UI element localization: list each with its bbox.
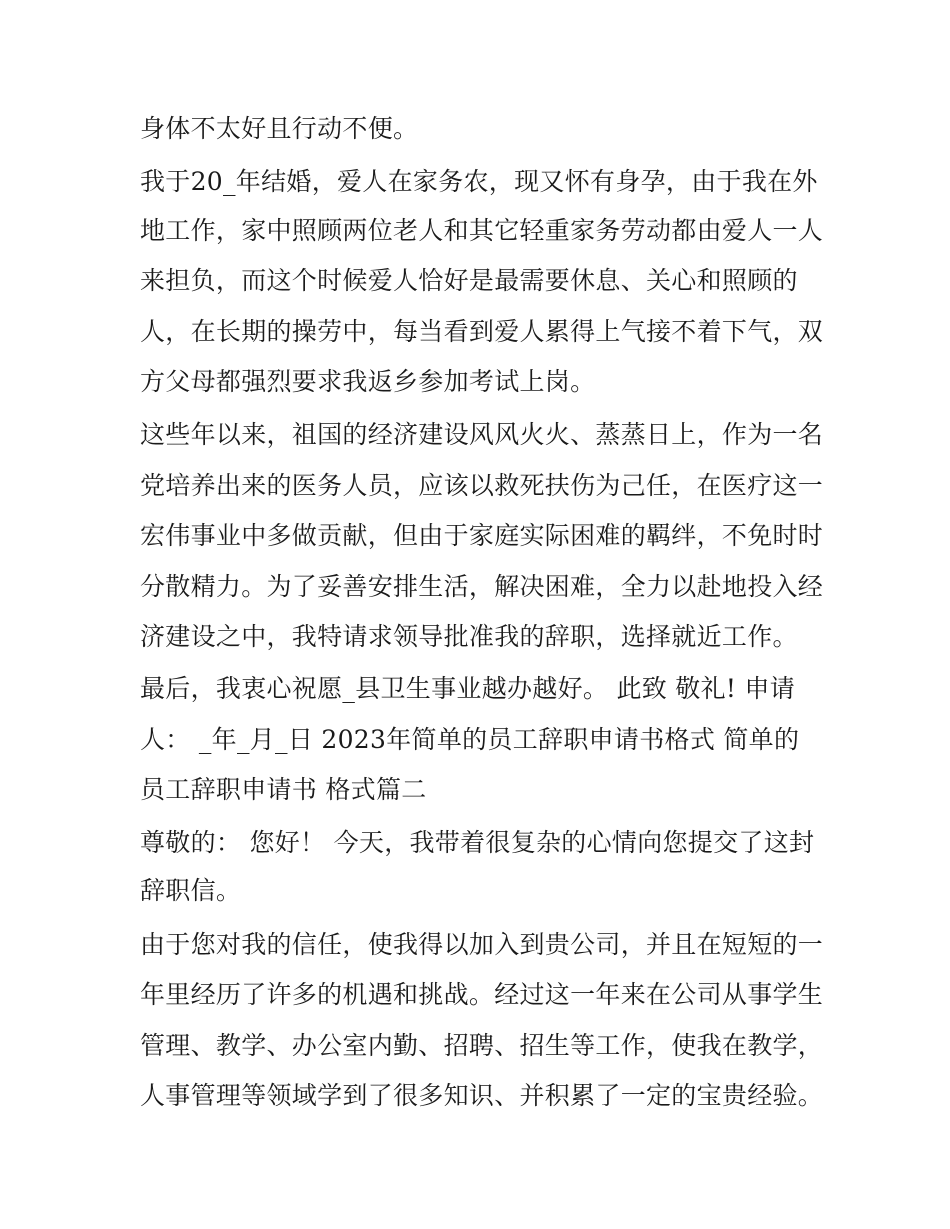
text-line: 尊敬的： 您好！ 今天，我带着很复杂的心情向您提交了这封	[140, 828, 815, 857]
text-line: 地工作，家中照顾两位老人和其它轻重家务劳动都由爱人一人	[140, 216, 824, 245]
text-line: 身体不太好且行动不便。	[140, 114, 419, 143]
text-line: 人事管理等领域学到了很多知识、并积累了一定的宝贵经验。	[140, 1081, 824, 1110]
text-line: 这些年以来，祖国的经济建设风风火火、蒸蒸日上，作为一名	[140, 420, 824, 449]
text-line: 宏伟事业中多做贡献，但由于家庭实际困难的羁绊，不免时时	[140, 521, 824, 550]
text-line: 最后，我衷心祝愿_县卫生事业越办越好。 此致 敬礼! 申请	[140, 674, 796, 703]
text-line: 来担负，而这个时候爱人恰好是最需要休息、关心和照顾的	[140, 266, 798, 295]
text-line: 由于您对我的信任，使我得以加入到贵公司，并且在短短的一	[140, 930, 824, 959]
text-line: 年里经历了许多的机遇和挑战。经过这一年来在公司从事学生	[140, 980, 824, 1009]
text-line: 人： _年_月_日 2023年简单的员工辞职申请书格式 简单的	[140, 725, 800, 754]
text-line: 管理、教学、办公室内勤、招聘、招生等工作，使我在教学，	[140, 1031, 824, 1060]
text-line: 方父母都强烈要求我返乡参加考试上岗。	[140, 367, 596, 396]
text-line: 员工辞职申请书 格式篇二	[140, 775, 427, 804]
text-line: 济建设之中，我特请求领导批准我的辞职，选择就近工作。	[140, 622, 798, 651]
text-line: 分散精力。为了妥善安排生活，解决困难，全力以赴地投入经	[140, 572, 824, 601]
text-line: 党培养出来的医务人员，应该以救死扶伤为己任，在医疗这一	[140, 471, 824, 500]
text-line: 辞职信。	[140, 876, 242, 905]
text-line: 我于20_年结婚，爱人在家务农，现又怀有身孕，由于我在外	[140, 167, 818, 196]
text-line: 人，在长期的操劳中，每当看到爱人累得上气接不着下气，双	[140, 317, 824, 346]
